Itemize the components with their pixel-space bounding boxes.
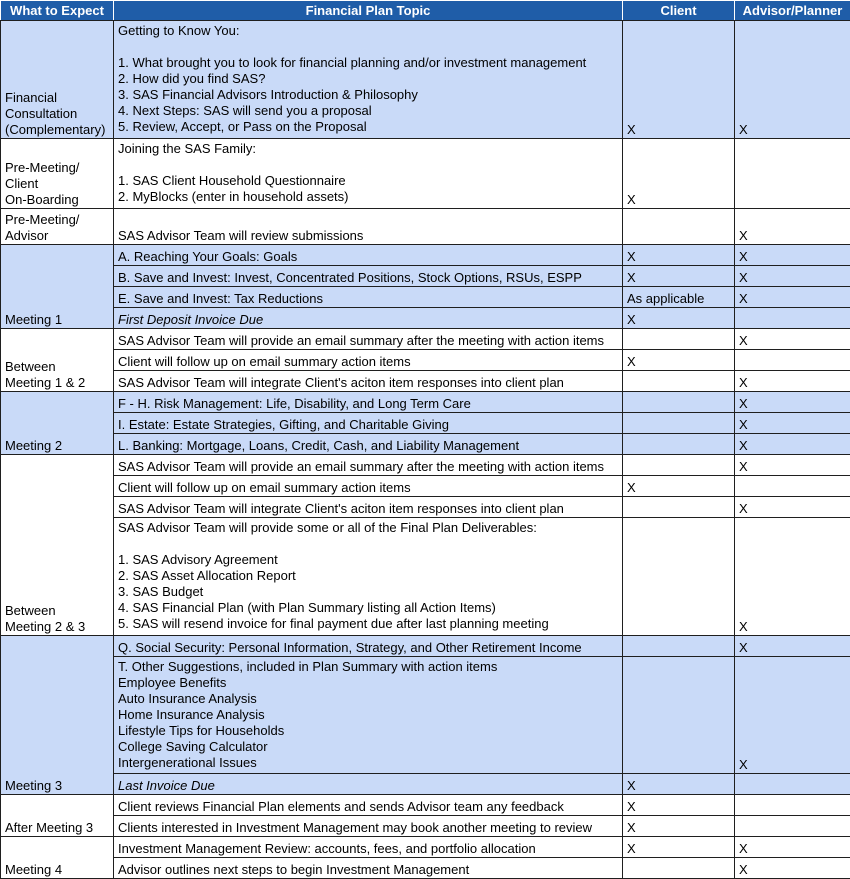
client-cell (623, 497, 735, 518)
advisor-cell: X (735, 636, 850, 657)
stage-label: Between Meeting 1 & 2 (1, 329, 114, 392)
advisor-cell: X (735, 329, 850, 350)
advisor-cell: X (735, 245, 850, 266)
table-row (1, 657, 850, 774)
advisor-cell: X (735, 266, 850, 287)
topic-cell: L. Banking: Mortgage, Loans, Credit, Cash, and Liability Management (114, 434, 623, 455)
advisor-cell: X (735, 497, 850, 518)
client-cell: X (623, 266, 735, 287)
topic-cell: SAS Advisor Team will integrate Client's aciton item responses into client plan (114, 371, 623, 392)
topic-cell: Client will follow up on email summary action items (114, 476, 623, 497)
topic-cell: F - H. Risk Management: Life, Disability, and Long Term Care (114, 392, 623, 413)
topic-cell: A. Reaching Your Goals: Goals (114, 245, 623, 266)
table-row (1, 795, 850, 816)
client-cell (623, 371, 735, 392)
topic-cell: SAS Advisor Team will review submissions (114, 209, 623, 245)
advisor-cell: X (735, 413, 850, 434)
advisor-cell: X (735, 371, 850, 392)
client-cell (623, 413, 735, 434)
topic-cell: Joining the SAS Family: 1. SAS Client Household Questionnaire 2. MyBlocks (enter in household assets) (114, 139, 623, 209)
table-row (1, 837, 850, 858)
client-cell (623, 434, 735, 455)
topic-cell: I. Estate: Estate Strategies, Gifting, and Charitable Giving (114, 413, 623, 434)
topic-cell: Client will follow up on email summary action items (114, 350, 623, 371)
table-row (1, 350, 850, 371)
client-cell: X (623, 21, 735, 139)
stage-label: Meeting 4 (1, 837, 114, 879)
stage-label: Meeting 3 (1, 636, 114, 795)
advisor-cell: X (735, 455, 850, 476)
topic-cell: SAS Advisor Team will integrate Client's aciton item responses into client plan (114, 497, 623, 518)
client-cell: X (623, 139, 735, 209)
table-row (1, 329, 850, 350)
client-cell: X (623, 837, 735, 858)
topic-cell: SAS Advisor Team will provide some or all of the Final Plan Deliverables: 1. SAS Advisory Agreement 2. SAS Asset Allocation Report 3. SAS Budget 4. SAS Financial Plan (with Plan Summary listing all Action Items) 5. SAS will resend invoice for final payment due after last planning meeting (114, 518, 623, 636)
advisor-cell (735, 774, 850, 795)
client-cell (623, 455, 735, 476)
topic-cell: B. Save and Invest: Invest, Concentrated Positions, Stock Options, RSUs, ESPP (114, 266, 623, 287)
advisor-cell: X (735, 657, 850, 774)
table-row (1, 518, 850, 636)
client-cell (623, 636, 735, 657)
stage-label: Meeting 2 (1, 392, 114, 455)
table-row (1, 139, 850, 209)
stage-label: After Meeting 3 (1, 795, 114, 837)
topic-cell: SAS Advisor Team will provide an email summary after the meeting with action items (114, 329, 623, 350)
header-client: Client (623, 1, 735, 21)
advisor-cell: X (735, 434, 850, 455)
advisor-cell (735, 350, 850, 371)
client-cell (623, 518, 735, 636)
table-row (1, 774, 850, 795)
table-row (1, 308, 850, 329)
client-cell: X (623, 350, 735, 371)
client-cell: X (623, 476, 735, 497)
topic-cell: Last Invoice Due (114, 774, 623, 795)
client-cell (623, 392, 735, 413)
advisor-cell (735, 795, 850, 816)
table-row (1, 497, 850, 518)
table-row (1, 371, 850, 392)
stage-label: Financial Consultation (Complementary) (1, 21, 114, 139)
table-row (1, 816, 850, 837)
header-advisor-planner: Advisor/Planner (735, 1, 850, 21)
stage-label: Meeting 1 (1, 245, 114, 329)
advisor-cell: X (735, 392, 850, 413)
header-row (1, 1, 850, 21)
client-cell: X (623, 245, 735, 266)
client-cell (623, 329, 735, 350)
topic-cell: First Deposit Invoice Due (114, 308, 623, 329)
client-cell (623, 209, 735, 245)
table-row (1, 245, 850, 266)
stage-label: Pre-Meeting/ Advisor (1, 209, 114, 245)
advisor-cell (735, 476, 850, 497)
topic-cell: Clients interested in Investment Management may book another meeting to review (114, 816, 623, 837)
topic-cell: SAS Advisor Team will provide an email summary after the meeting with action items (114, 455, 623, 476)
topic-cell: Getting to Know You: 1. What brought you to look for financial planning and/or investment management 2. How did you find SAS? 3. SAS Financial Advisors Introduction & Philosophy 4. Next Steps: SAS will send you a proposal 5. Review, Accept, or Pass on the Proposal (114, 21, 623, 139)
advisor-cell: X (735, 287, 850, 308)
advisor-cell: X (735, 518, 850, 636)
table-row (1, 636, 850, 657)
client-cell: As applicable (623, 287, 735, 308)
table-row (1, 858, 850, 879)
topic-cell: T. Other Suggestions, included in Plan Summary with action items Employee Benefits Auto Insurance Analysis Home Insurance Analysis Lifestyle Tips for Households College Saving Calculator Intergenerational Issues (114, 657, 623, 774)
client-cell (623, 657, 735, 774)
client-cell: X (623, 774, 735, 795)
table-row (1, 287, 850, 308)
advisor-cell (735, 139, 850, 209)
topic-cell: Client reviews Financial Plan elements and sends Advisor team any feedback (114, 795, 623, 816)
header-what-to-expect: What to Expect (1, 1, 114, 21)
advisor-cell: X (735, 837, 850, 858)
client-cell (623, 858, 735, 879)
advisor-cell: X (735, 21, 850, 139)
table-row (1, 476, 850, 497)
advisor-cell: X (735, 209, 850, 245)
table-row (1, 455, 850, 476)
table-row (1, 266, 850, 287)
stage-label: Between Meeting 2 & 3 (1, 455, 114, 636)
topic-cell: Q. Social Security: Personal Information, Strategy, and Other Retirement Income (114, 636, 623, 657)
table-row (1, 434, 850, 455)
client-cell: X (623, 795, 735, 816)
table-row (1, 209, 850, 245)
advisor-cell (735, 308, 850, 329)
stage-label: Pre-Meeting/ Client On-Boarding (1, 139, 114, 209)
topic-cell: Investment Management Review: accounts, fees, and portfolio allocation (114, 837, 623, 858)
header-financial-plan-topic: Financial Plan Topic (114, 1, 623, 21)
advisor-cell: X (735, 858, 850, 879)
client-cell: X (623, 308, 735, 329)
table-row (1, 21, 850, 139)
client-cell: X (623, 816, 735, 837)
advisor-cell (735, 816, 850, 837)
topic-cell: Advisor outlines next steps to begin Investment Management (114, 858, 623, 879)
table-row (1, 392, 850, 413)
topic-cell: E. Save and Invest: Tax Reductions (114, 287, 623, 308)
table-row (1, 413, 850, 434)
